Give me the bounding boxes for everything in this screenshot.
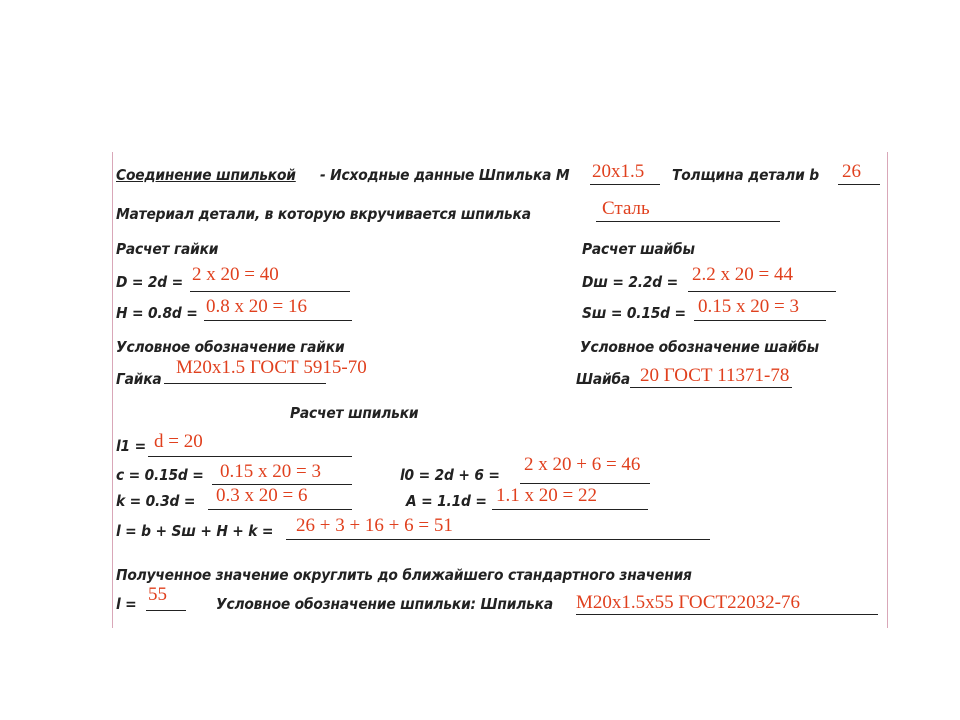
l1-line [148,456,352,457]
Ssh-line [694,320,826,321]
c-value: 0.15 х 20 = 3 [220,461,321,482]
A-formula: A = 1.1d = [406,492,487,510]
H-line [204,320,352,321]
D-line [190,291,350,292]
worksheet-frame [112,152,888,628]
Ssh-value: 0.15 х 20 = 3 [698,296,799,317]
l1-formula: l1 = [116,437,146,455]
washer-designation-label: Условное обозначение шайбы [580,338,819,356]
washer-line [630,387,792,388]
thickness-label: Толщина детали b [672,166,819,184]
H-value: 0.8 х 20 = 16 [206,296,307,317]
header-title: Соединение шпилькой [116,166,296,184]
l0-value: 2 х 20 + 6 = 46 [524,454,641,475]
stud-calc-title: Расчет шпильки [290,404,419,422]
washer-value: 20 ГОСТ 11371-78 [640,365,790,386]
k-value: 0.3 х 20 = 6 [216,485,308,506]
washer-word: Шайба [576,370,631,388]
A-line [492,509,648,510]
nut-designation-label: Условное обозначение гайки [116,338,345,356]
l-formula: l = b + Sш + H + k = [116,522,274,540]
stud-value: М20х1.5х55 ГОСТ22032-76 [576,592,800,613]
washer-calc-title: Расчет шайбы [582,240,695,258]
l-value: 26 + 3 + 16 + 6 = 51 [296,515,453,536]
stud-designation-label: Условное обозначение шпильки: Шпилька [216,595,553,613]
thickness-value: 26 [842,161,861,182]
l-final-line [146,610,186,611]
nut-word: Гайка [116,370,162,388]
c-formula: c = 0.15d = [116,466,204,484]
l-line [286,539,710,540]
nut-value: М20х1.5 ГОСТ 5915-70 [176,357,367,378]
D-formula: D = 2d = [116,273,184,291]
l1-value: d = 20 [154,431,203,452]
stud-size-value: 20х1.5 [592,161,645,182]
material-line [596,221,780,222]
Ssh-formula: Sш = 0.15d = [582,304,686,322]
thickness-line [838,184,880,185]
nut-line [164,383,326,384]
l-final-value: 55 [148,584,167,605]
k-formula: k = 0.3d = [116,492,196,510]
H-formula: H = 0.8d = [116,304,198,322]
l0-line [520,483,650,484]
A-value: 1.1 х 20 = 22 [496,485,597,506]
initial-data-label: - Исходные данные Шпилька М [320,166,570,184]
stud-line [576,614,878,615]
k-line [208,509,352,510]
Dsh-value: 2.2 х 20 = 44 [692,264,793,285]
l0-formula: l0 = 2d + 6 = [400,466,500,484]
l-final-formula: l = [116,595,137,613]
D-value: 2 х 20 = 40 [192,264,279,285]
round-note: Полученное значение округлить до ближайшего стандартного значения [116,566,692,584]
Dsh-line [688,291,836,292]
stud-size-line [590,184,660,185]
material-label: Материал детали, в которую вкручивается шпилька [116,205,531,223]
material-value: Сталь [602,198,650,219]
Dsh-formula: Dш = 2.2d = [582,273,678,291]
nut-calc-title: Расчет гайки [116,240,219,258]
